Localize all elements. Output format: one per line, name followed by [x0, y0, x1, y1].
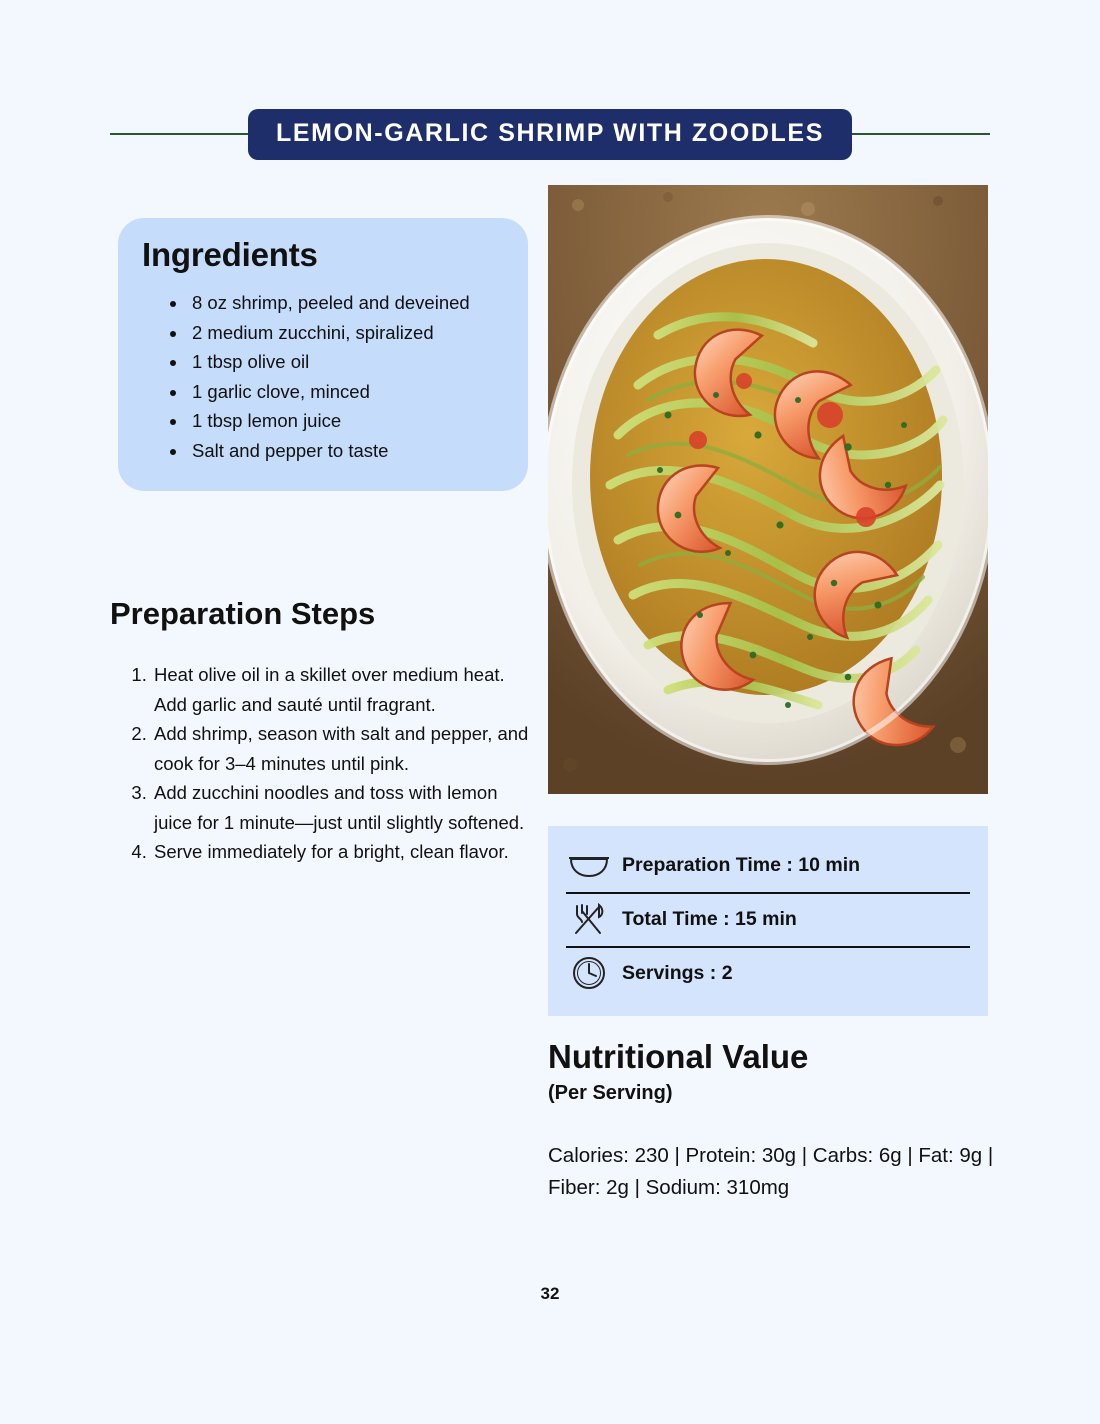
- page-number: 32: [540, 1284, 560, 1303]
- meta-label: Preparation Time : 10 min: [622, 853, 861, 876]
- fork-knife-icon: [566, 900, 612, 938]
- meta-label: Total Time : 15 min: [622, 907, 797, 930]
- list-item: • 8 oz shrimp, peeled and deveined: [188, 288, 504, 318]
- list-item: 1. Heat olive oil in a skillet over medium heat. Add garlic and sauté until fragrant.: [152, 660, 530, 719]
- meta-row-servings: [566, 946, 970, 1000]
- title-rule-right: [852, 133, 990, 135]
- meta-row-prep-time: [566, 840, 970, 892]
- preparation-steps-list: [110, 660, 530, 867]
- clock-icon: [566, 954, 612, 992]
- page-title: LEMON-GARLIC SHRIMP WITH ZOODLES: [248, 109, 852, 160]
- nutrition-subheading: (Per Serving): [548, 1082, 673, 1104]
- list-item: 3. Add zucchini noodles and toss with lemon juice for 1 minute—just until slightly softened.: [152, 778, 530, 837]
- ingredients-card: [118, 218, 528, 491]
- list-item: • 1 tbsp lemon juice: [188, 406, 504, 436]
- dish-photo: [548, 185, 988, 794]
- preparation-heading: Preparation Steps: [110, 596, 376, 631]
- list-item: • 2 medium zucchini, spiralized: [188, 318, 504, 348]
- nutrition-heading: Nutritional Value: [548, 1038, 809, 1075]
- list-item: • 1 garlic clove, minced: [188, 377, 504, 407]
- ingredients-list: [142, 288, 504, 465]
- list-item: • 1 tbsp olive oil: [188, 347, 504, 377]
- ingredients-heading: Ingredients: [142, 236, 318, 273]
- title-rule-left: [110, 133, 248, 135]
- meta-label: Servings : 2: [622, 961, 733, 984]
- list-item: 4. Serve immediately for a bright, clean flavor.: [152, 837, 530, 867]
- nutrition-summary: Calories: 230 | Protein: 30g | Carbs: 6g | Fat: 9g | Fiber: 2g | Sodium: 310mg: [548, 1144, 994, 1199]
- list-item: • Salt and pepper to taste: [188, 436, 504, 466]
- list-item: 2. Add shrimp, season with salt and pepper, and cook for 3–4 minutes until pink.: [152, 719, 530, 778]
- recipe-meta-card: [548, 826, 988, 1016]
- recipe-title-banner: [110, 108, 990, 160]
- meta-row-total-time: [566, 892, 970, 946]
- bowl-icon: [566, 846, 612, 884]
